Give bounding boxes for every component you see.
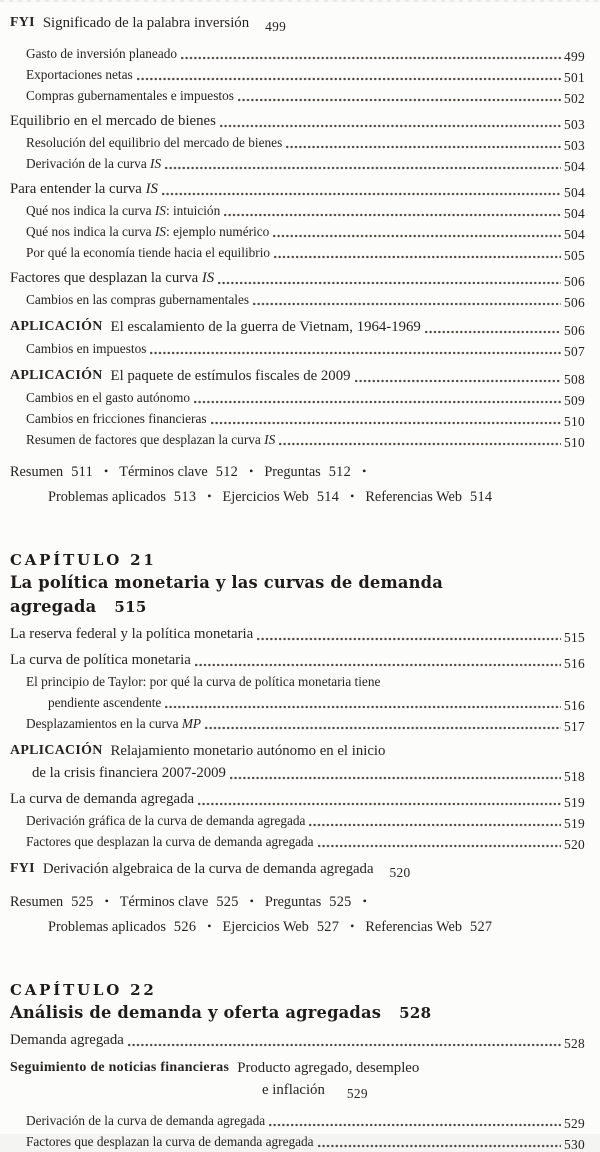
page-number: 518	[564, 768, 585, 784]
toc-entry-title	[43, 858, 374, 880]
toc-entry-title	[111, 316, 421, 338]
toc-entry	[26, 338, 585, 359]
toc-feature-label: APLICACIÓN	[10, 368, 103, 383]
toc-entry-title	[10, 267, 214, 289]
toc-entry	[26, 387, 585, 408]
dot-leader	[274, 254, 561, 260]
endmatter-item-page: 527	[316, 919, 340, 935]
toc-entry	[10, 267, 585, 289]
page-number: 529	[346, 1085, 368, 1101]
page-number: 520	[389, 864, 411, 880]
toc-entry-continued	[48, 692, 585, 713]
page-number: 520	[564, 836, 585, 852]
page-number: 516	[564, 655, 585, 671]
toc-entry-text: e inflación	[262, 1082, 325, 1098]
toc-entry-text: Factores que desplazan la curva	[10, 270, 202, 286]
endmatter-item-label: Referencias Web	[365, 489, 463, 505]
dot-leader	[425, 329, 561, 335]
page-number: 519	[564, 794, 585, 810]
toc-entry-title	[10, 788, 194, 810]
dot-leader	[309, 822, 561, 828]
toc-entry-title	[26, 671, 380, 692]
page-number: 516	[564, 697, 585, 713]
endmatter-item-page: 512	[328, 464, 352, 480]
dot-leader	[150, 350, 561, 356]
toc-entry	[26, 242, 585, 263]
toc-entry-text: Factores que desplazan la curva de demanda agregada	[26, 834, 314, 849]
toc-entry-title	[26, 338, 146, 359]
dot-leader	[269, 1122, 561, 1128]
page-number: 507	[564, 343, 585, 359]
endmatter-line	[48, 914, 585, 939]
toc-feature-label: FYI	[10, 15, 35, 30]
toc-entry-title	[26, 85, 234, 106]
endmatter-item-page: 526	[173, 919, 197, 935]
page-number: 509	[564, 392, 585, 408]
dot-leader	[257, 636, 561, 642]
toc-entry-text: Exportaciones netas	[26, 67, 133, 82]
toc-entry-title	[26, 387, 190, 408]
chapter-heading	[10, 549, 585, 619]
dot-leader	[238, 97, 561, 103]
endmatter-item-label: Términos clave	[119, 894, 209, 910]
toc-entry-text: Demanda agregada	[10, 1032, 124, 1048]
toc-entry-title	[111, 740, 386, 762]
endmatter-item-label: Ejercicios Web	[222, 489, 309, 505]
toc-entry	[26, 831, 585, 852]
page-number: 530	[564, 1136, 585, 1152]
dot-leader	[318, 843, 561, 849]
chapter-title-text: La política monetaria y las curvas de demanda agregada	[10, 573, 444, 616]
toc-entry	[10, 110, 585, 132]
page-number: 499	[265, 18, 287, 34]
toc-entry-text: IS	[154, 203, 166, 218]
toc-entry-text: Cambios en fricciones financieras	[26, 411, 207, 426]
toc-entry-text: La curva de política monetaria	[10, 652, 191, 668]
toc-entry-text: Producto agregado, desempleo	[237, 1060, 420, 1076]
bullet-separator: •	[350, 489, 355, 503]
toc-feature-label: APLICACIÓN	[10, 319, 103, 334]
endmatter-item-label: Resumen	[10, 894, 64, 910]
page-number: 503	[564, 137, 585, 153]
dot-leader	[220, 123, 561, 129]
dot-leader	[355, 378, 561, 384]
dot-leader	[165, 165, 561, 171]
dot-leader	[230, 775, 561, 781]
toc-entry-title	[26, 200, 220, 221]
toc-entry-title	[32, 762, 226, 784]
page-number: 508	[564, 371, 585, 387]
toc-entry-title	[26, 408, 207, 429]
bullet-separator: •	[104, 464, 109, 478]
dot-leader	[273, 233, 561, 239]
toc-entry-text: La curva de demanda agregada	[10, 791, 195, 807]
page-number: 504	[564, 226, 585, 242]
endmatter-item-page: 525	[329, 894, 352, 910]
toc-feature-entry-continued	[262, 1079, 585, 1101]
toc-entry-text: Gasto de inversión planeado	[26, 46, 178, 61]
toc-entry-title	[10, 623, 253, 645]
chapter-kicker: CAPÍTULO 21	[10, 551, 157, 569]
endmatter-item-page: 527	[470, 919, 493, 935]
toc-feature-entry-continued	[32, 762, 585, 784]
toc-entry-text: Derivación gráfica de la curva de demanda agregada	[26, 813, 306, 828]
toc-entry-text: MP	[181, 716, 202, 731]
endmatter-item-page: 525	[71, 894, 94, 910]
endmatter-item-label: Preguntas	[264, 464, 321, 480]
toc-entry-text: Factores que desplazan la curva de demanda agregada	[26, 1134, 314, 1149]
toc-entry-title	[26, 1131, 314, 1152]
toc-feature-label: Seguimiento de noticias financieras	[10, 1060, 230, 1075]
toc-entry	[26, 200, 585, 221]
bullet-separator: •	[350, 919, 355, 933]
toc-entry	[26, 1110, 585, 1131]
toc-entry	[26, 289, 585, 310]
toc-entry-text: El principio de Taylor: por qué la curva de política monetaria tiene	[26, 674, 381, 689]
toc-entry-text: El paquete de estímulos fiscales de 2009	[110, 368, 351, 384]
toc-entry-text: Cambios en impuestos	[26, 341, 147, 356]
toc-feature-entry	[10, 12, 585, 34]
toc-entry	[26, 43, 585, 64]
toc-entry-title	[237, 1057, 419, 1079]
toc-entry-title	[26, 221, 269, 242]
toc-entry	[26, 810, 585, 831]
dot-leader	[253, 301, 561, 307]
toc-entry-text: IS	[145, 181, 158, 197]
toc-entry-text: Cambios en las compras gubernamentales	[26, 292, 250, 307]
toc-entry-text: La reserva federal y la política monetaria	[10, 626, 254, 642]
endmatter-line	[48, 484, 585, 509]
endmatter-item-page: 514	[470, 489, 493, 505]
dot-leader	[162, 191, 561, 197]
page-number: 501	[564, 69, 585, 85]
page-number: 528	[399, 1004, 432, 1022]
toc-entry-text: Resumen de factores que desplazan la curva	[26, 432, 265, 447]
toc-entry-text: Cambios en el gasto autónomo	[26, 390, 190, 405]
toc-feature-label: APLICACIÓN	[10, 743, 103, 758]
toc-entry-title	[26, 1110, 265, 1131]
toc-entry	[10, 788, 585, 810]
dot-leader	[128, 1042, 561, 1048]
toc-entry	[26, 132, 585, 153]
bullet-separator: •	[207, 489, 212, 503]
toc-entry	[26, 671, 585, 692]
toc-entry-title	[26, 713, 201, 734]
bullet-separator: •	[104, 894, 109, 908]
toc-entry-text: Qué nos indica la curva	[26, 224, 155, 239]
endmatter-line	[10, 889, 585, 914]
toc-entry-text: IS	[264, 432, 276, 447]
dot-leader	[205, 725, 561, 731]
dot-leader	[318, 1143, 561, 1149]
page-number: 510	[564, 434, 585, 450]
toc-entry-text: Para entender la curva	[10, 181, 146, 197]
endmatter-item-page: 512	[215, 464, 239, 480]
toc-entry-text: IS	[154, 224, 166, 239]
page-number: 519	[564, 815, 585, 831]
toc-entry-title	[26, 43, 177, 64]
toc-entry	[26, 64, 585, 85]
toc-entry-title	[10, 649, 191, 671]
endmatter-line	[10, 459, 585, 484]
chapter-endmatter	[10, 889, 585, 939]
endmatter-item-page: 514	[316, 489, 340, 505]
dot-leader	[211, 420, 561, 426]
chapter-endmatter	[10, 459, 585, 509]
toc-entry	[10, 649, 585, 671]
toc-entry-text: Significado de la palabra inversión	[42, 15, 250, 31]
endmatter-item-page: 525	[216, 894, 239, 910]
bullet-separator: •	[249, 464, 254, 478]
dot-leader	[194, 399, 561, 405]
toc-entry-title	[262, 1079, 325, 1101]
bullet-separator: •	[362, 894, 367, 908]
toc-entry-title	[26, 810, 305, 831]
toc-entry-title	[10, 178, 158, 200]
toc-entry-title	[48, 692, 161, 713]
toc-entry-text: Qué nos indica la curva	[26, 203, 155, 218]
toc-feature-entry	[10, 858, 585, 880]
page-number: 504	[564, 184, 585, 200]
toc-entry	[10, 1029, 585, 1051]
toc-entry-text: Relajamiento monetario autónomo en el inicio	[110, 743, 386, 759]
table-of-contents	[10, 12, 585, 1152]
toc-entry-text: Por qué la economía tiende hacia el equilibrio	[26, 245, 271, 260]
toc-entry-text: Equilibrio en el mercado de bienes	[10, 113, 216, 129]
page-number: 515	[564, 629, 585, 645]
dot-leader	[279, 441, 561, 447]
page-number: 503	[564, 116, 585, 132]
toc-feature-entry	[10, 740, 585, 762]
toc-entry-title	[26, 153, 161, 174]
chapter-title	[10, 1001, 585, 1025]
toc-entry-title	[10, 1029, 124, 1051]
chapter-heading	[10, 979, 585, 1025]
toc-feature-entry	[10, 1057, 585, 1079]
toc-entry-title	[26, 289, 249, 310]
toc-entry	[26, 408, 585, 429]
toc-entry	[26, 153, 585, 174]
chapter-kicker: CAPÍTULO 22	[10, 981, 157, 999]
page-number: 529	[564, 1115, 585, 1131]
page-number: 505	[564, 247, 585, 263]
page-number: 504	[564, 205, 585, 221]
toc-entry-text: Derivación de la curva de demanda agregada	[26, 1113, 266, 1128]
toc-feature-entry	[10, 365, 585, 387]
page-number: 515	[114, 598, 147, 616]
endmatter-item-label: Ejercicios Web	[222, 919, 309, 935]
toc-entry-text: El escalamiento de la guerra de Vietnam, 1964-1969	[110, 319, 421, 335]
bullet-separator: •	[362, 464, 367, 478]
toc-entry-title	[26, 429, 275, 450]
page-number: 517	[564, 718, 585, 734]
endmatter-item-label: Resumen	[10, 464, 64, 480]
toc-entry-text: Derivación algebraica de la curva de demanda agregada	[42, 861, 374, 877]
page-number: 504	[564, 158, 585, 174]
dot-leader	[218, 280, 561, 286]
chapter-title-text: Análisis de demanda y oferta agregadas	[10, 1003, 382, 1022]
toc-entry-text: Derivación de la curva	[26, 156, 151, 171]
toc-entry-title	[26, 831, 314, 852]
toc-entry-title	[43, 12, 249, 34]
toc-entry-text: : intuición	[165, 203, 221, 218]
endmatter-item-page: 511	[71, 464, 94, 480]
toc-entry-text: pendiente ascendente	[48, 695, 162, 710]
page-number: 528	[564, 1035, 585, 1051]
toc-feature-label: FYI	[10, 861, 35, 876]
endmatter-item-label: Problemas aplicados	[48, 489, 166, 505]
page-number: 506	[564, 294, 585, 310]
toc-entry-text: de la crisis financiera 2007-2009	[32, 765, 226, 781]
endmatter-item-label: Referencias Web	[365, 919, 463, 935]
dot-leader	[198, 801, 561, 807]
dot-leader	[165, 704, 561, 710]
bullet-separator: •	[249, 894, 254, 908]
toc-entry-text: Desplazamientos en la curva	[26, 716, 182, 731]
toc-entry	[26, 713, 585, 734]
dot-leader	[224, 212, 561, 218]
endmatter-item-label: Preguntas	[264, 894, 322, 910]
toc-entry-title	[111, 365, 351, 387]
toc-entry-title	[26, 242, 270, 263]
toc-entry-title	[26, 64, 133, 85]
toc-entry-text: Resolución del equilibrio del mercado de bienes	[26, 135, 283, 150]
page-number: 502	[564, 90, 585, 106]
dot-leader	[195, 662, 561, 668]
page-number: 506	[564, 273, 585, 289]
page-number: 506	[564, 322, 585, 338]
toc-entry-text: Compras gubernamentales e impuestos	[26, 88, 234, 103]
toc-entry	[26, 85, 585, 106]
endmatter-item-label: Términos clave	[119, 464, 208, 480]
toc-entry-title	[26, 132, 282, 153]
endmatter-item-page: 513	[173, 489, 197, 505]
toc-entry	[10, 623, 585, 645]
toc-entry	[26, 429, 585, 450]
dot-leader	[181, 55, 561, 61]
toc-entry	[10, 178, 585, 200]
chapter-title	[10, 571, 585, 619]
toc-entry-text: : ejemplo numérico	[165, 224, 270, 239]
toc-entry-title	[10, 110, 216, 132]
toc-entry-text: IS	[150, 156, 162, 171]
bullet-separator: •	[207, 919, 212, 933]
endmatter-item-label: Problemas aplicados	[48, 919, 166, 935]
toc-entry	[26, 1131, 585, 1152]
page-number: 510	[564, 413, 585, 429]
toc-feature-entry	[10, 316, 585, 338]
dot-leader	[286, 144, 561, 150]
toc-entry-text: IS	[201, 270, 215, 286]
dot-leader	[137, 76, 561, 82]
page-number: 499	[564, 48, 585, 64]
toc-entry	[26, 221, 585, 242]
